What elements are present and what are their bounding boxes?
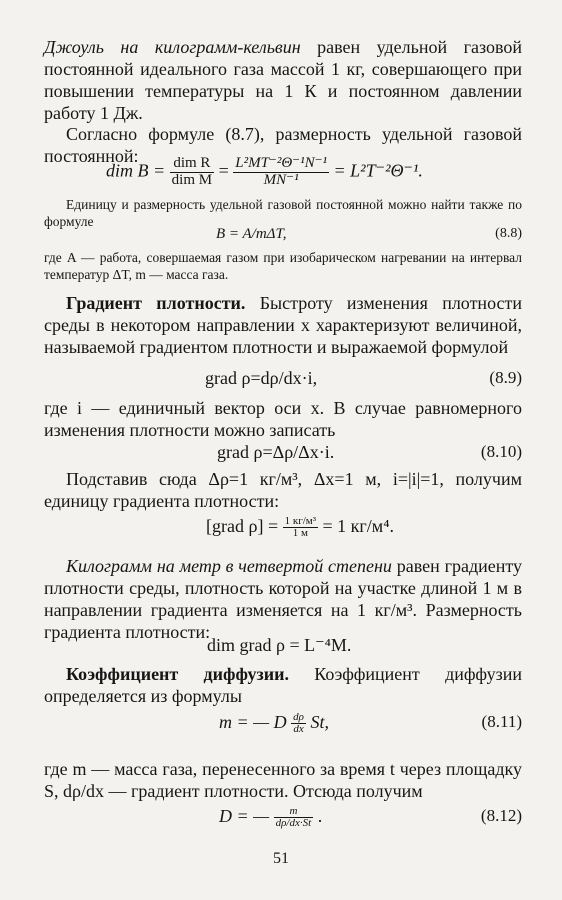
section-text: Быстроту изменения плотности среды в некотором направлении x характеризуют величиной, называемой градиентом плотности и выражаемой формулой	[44, 293, 523, 357]
fraction-denominator: MN⁻¹	[263, 171, 299, 188]
fraction-numerator: dim R	[170, 156, 214, 173]
paragraph-text: равен удельной газовой постоянной идеального газа массой 1 кг, совершающего при повышении температуры на 1 К и постоянном давлении работу 1 Дж.	[44, 37, 522, 123]
formula-expression: B = A/mΔT,	[216, 226, 287, 242]
formula-expression: dim grad ρ = L⁻⁴M.	[207, 635, 352, 655]
paragraph-unit-vector: где i — единичный вектор оси x. В случае равномерного изменения плотности можно записать	[44, 398, 522, 440]
fraction-numerator: m	[274, 806, 314, 819]
fraction-dim-r-over-dim-m	[170, 156, 214, 189]
fraction-dimension-expression	[233, 156, 329, 189]
term-joule-per-kg-kelvin: Джоуль на килограмм-кельвин	[44, 37, 301, 57]
formula-8-10	[44, 438, 522, 466]
formula-lhs: [grad ρ] =	[206, 516, 279, 536]
term-kg-per-m4: Килограмм на метр в четвертой степени	[66, 556, 392, 576]
note-formula-intro: Единицу и размерность удельной газовой постоянной можно найти также по формуле	[44, 197, 522, 229]
fraction-numerator: 1 кг/м³	[284, 514, 317, 527]
fraction-denominator: dx	[293, 723, 304, 736]
fraction-numerator: L²MT⁻²Θ⁻¹N⁻¹	[235, 155, 328, 171]
formula-dim-b	[44, 150, 522, 190]
formula-8-12	[44, 796, 522, 840]
paragraph-text: равен градиенту плотности среды, плотность которой на участке длиной 1 м в направлении градиента изменяется на 1 кг/м³. Размерность градиента плотности:	[44, 556, 522, 642]
formula-dim-grad	[44, 631, 522, 659]
fraction-denominator: dρ/dx·St	[275, 817, 312, 830]
fraction-numerator: dρ	[293, 710, 304, 723]
fraction-denominator: 1 м	[292, 527, 308, 540]
fraction-m-over-grad-st	[274, 806, 314, 830]
formula-rhs: .	[317, 806, 323, 826]
paragraph-joule-per-kg-kelvin	[44, 36, 522, 124]
section-density-gradient	[44, 292, 522, 358]
equation-number: (8.10)	[480, 442, 522, 461]
formula-8-8	[44, 220, 522, 248]
paragraph-diffusion-explanation: где m — масса газа, перенесенного за время t через площадку S, dρ/dx — градиент плотности. Отсюда получим	[44, 759, 522, 801]
formula-lhs: m = — D	[219, 712, 287, 732]
fraction-denominator: dim M	[171, 171, 213, 188]
formula-8-9	[44, 364, 522, 392]
fraction-unit	[283, 516, 318, 540]
equation-number: (8.12)	[480, 806, 522, 825]
paragraph-substitution: Подставив сюда Δρ=1 кг/м³, Δx=1 м, i=|i|=1, получим единицу градиента плотности:	[44, 469, 522, 511]
formula-grad-unit	[44, 508, 522, 548]
formula-lhs: D = —	[219, 806, 270, 826]
formula-8-11	[44, 700, 522, 744]
formula-rhs: St,	[310, 712, 329, 732]
formula-equals: =	[218, 160, 229, 181]
equation-number: (8.9)	[489, 368, 522, 387]
formula-expression: grad ρ=dρ/dx·i,	[205, 368, 318, 388]
paragraph-kg-per-m4	[44, 555, 522, 643]
section-title: Градиент плотности.	[66, 293, 246, 313]
paragraph-dimension-intro: Согласно формуле (8.7), размерность удельной газовой постоянной:	[44, 124, 522, 166]
formula-rhs: = L²T⁻²Θ⁻¹.	[333, 160, 423, 181]
page-number: 51	[273, 850, 289, 867]
formula-lhs: dim B =	[106, 160, 166, 181]
note-formula-explanation: где A — работа, совершаемая газом при изобарическом нагревании на интервал температур ΔT, m — масса газа.	[44, 250, 522, 282]
equation-number: (8.8)	[495, 226, 522, 241]
formula-expression: grad ρ=Δρ/Δx·i.	[217, 442, 335, 462]
equation-number: (8.11)	[481, 712, 522, 731]
section-title: Коэффициент диффузии.	[66, 664, 289, 684]
formula-rhs: = 1 кг/м⁴.	[322, 516, 394, 536]
fraction-drho-dx	[291, 712, 306, 736]
section-text: Коэффициент диффузии определяется из формулы	[44, 664, 523, 706]
